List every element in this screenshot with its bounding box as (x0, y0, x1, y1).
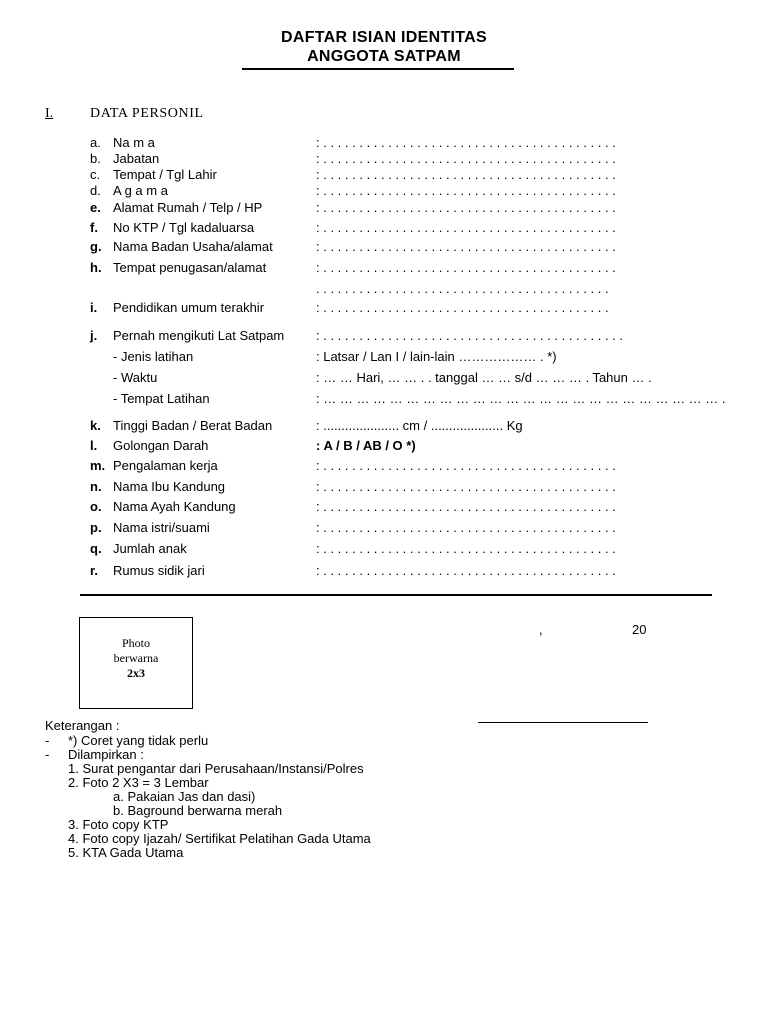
field-letter: p. (90, 520, 102, 535)
field-value[interactable]: : . . . . . . . . . . . . . . . . . . . . . . . . . . . . . . . . . . . . . . . . . (316, 200, 616, 215)
field-label: Pendidikan umum terakhir (113, 300, 265, 315)
field-letter: b. (90, 151, 101, 166)
section-divider (80, 594, 712, 596)
field-value[interactable]: : A / B / AB / O *) (316, 438, 416, 453)
attachment-item: 3. Foto copy KTP (68, 817, 169, 832)
field-value[interactable]: : . . . . . . . . . . . . . . . . . . . . . . . . . . . . . . . . . . . . . . . . . (316, 563, 616, 578)
attachment-item: 1. Surat pengantar dari Perusahaan/Instansi/Polres (68, 761, 364, 776)
form-title-line2: ANGGOTA SATPAM (307, 48, 461, 65)
field-value[interactable]: : . . . . . . . . . . . . . . . . . . . . . . . . . . . . . . . . . . . . . . . . . . (316, 328, 624, 343)
photo-label-line1: Photo (121, 636, 150, 650)
field-value[interactable]: . . . . . . . . . . . . . . . . . . . . . . . . . . . . . . . . . . . . . . . . . (316, 281, 609, 296)
field-label: No KTP / Tgl kadaluarsa (113, 220, 255, 235)
field-label: - Tempat Latihan (113, 391, 210, 406)
field-letter: q. (90, 541, 102, 556)
field-label: A g a m a (113, 183, 168, 198)
field-label: Tempat / Tgl Lahir (113, 167, 217, 182)
field-letter: h. (90, 260, 102, 275)
form-title-line1: DAFTAR ISIAN IDENTITAS (281, 29, 487, 46)
attachment-item: 2. Foto 2 X3 = 3 Lembar (68, 775, 209, 790)
field-letter: o. (90, 499, 102, 514)
title-underline (242, 68, 514, 70)
notes-dash: - (45, 733, 50, 748)
field-label: Jumlah anak (113, 541, 187, 556)
field-letter: d. (90, 183, 101, 198)
field-letter: l. (90, 438, 98, 453)
field-value[interactable]: : . . . . . . . . . . . . . . . . . . . . . . . . . . . . . . . . . . . . . . . . . (316, 239, 616, 254)
notes-heading: Keterangan : (45, 718, 120, 733)
field-value[interactable]: : . . . . . . . . . . . . . . . . . . . . . . . . . . . . . . . . . . . . . . . . . (316, 458, 616, 473)
field-value[interactable]: : . . . . . . . . . . . . . . . . . . . . . . . . . . . . . . . . . . . . . . . . . (316, 183, 616, 198)
field-value[interactable]: : … … … … … … … … … … … … … … … … … … … … … … … … . (316, 391, 726, 406)
field-label: Nama Ayah Kandung (113, 499, 236, 514)
field-letter: a. (90, 135, 101, 150)
field-label: Tempat penugasan/alamat (113, 260, 267, 275)
field-label: Nama Badan Usaha/alamat (113, 239, 273, 254)
field-value[interactable]: : … … Hari, … … . . tanggal … … s/d … … … . Tahun … . (316, 370, 652, 385)
field-letter: m. (90, 458, 106, 473)
field-value[interactable]: : . . . . . . . . . . . . . . . . . . . . . . . . . . . . . . . . . . . . . . . . . (316, 520, 616, 535)
attachment-item: 4. Foto copy Ijazah/ Sertifikat Pelatihan Gada Utama (68, 831, 371, 846)
notes-item: *) Coret yang tidak perlu (68, 733, 209, 748)
notes-dash: - (45, 747, 50, 762)
field-value[interactable]: : . . . . . . . . . . . . . . . . . . . . . . . . . . . . . . . . . . . . . . . . . (316, 479, 616, 494)
field-letter: k. (90, 418, 101, 433)
field-letter: r. (90, 563, 98, 578)
field-value[interactable]: : ..................... cm / .................... Kg (316, 418, 523, 433)
field-letter: j. (90, 328, 98, 343)
field-value[interactable]: : . . . . . . . . . . . . . . . . . . . . . . . . . . . . . . . . . . . . . . . . . (316, 135, 616, 150)
section-title: DATA PERSONIL (90, 106, 204, 121)
field-label: Pengalaman kerja (113, 458, 218, 473)
photo-size-label: 2x3 (127, 666, 145, 680)
field-value[interactable]: : . . . . . . . . . . . . . . . . . . . . . . . . . . . . . . . . . . . . . . . . . (316, 260, 616, 275)
field-label: Jabatan (113, 151, 160, 166)
field-label: - Jenis latihan (113, 349, 194, 364)
notes-item: Dilampirkan : (68, 747, 144, 762)
field-label: Rumus sidik jari (113, 563, 205, 578)
field-value[interactable]: : . . . . . . . . . . . . . . . . . . . . . . . . . . . . . . . . . . . . . . . . (316, 300, 609, 315)
signature-line (478, 722, 648, 723)
field-value[interactable]: : Latsar / Lan I / lain-lain ……………… . *) (316, 349, 557, 364)
field-label: - Waktu (113, 370, 158, 385)
photo-box (79, 617, 193, 709)
field-value[interactable]: : . . . . . . . . . . . . . . . . . . . . . . . . . . . . . . . . . . . . . . . . . (316, 541, 616, 556)
field-letter: g. (90, 239, 102, 254)
field-label: Tinggi Badan / Berat Badan (113, 418, 273, 433)
photo-label-line2: berwarna (113, 651, 159, 665)
field-value[interactable]: : . . . . . . . . . . . . . . . . . . . . . . . . . . . . . . . . . . . . . . . . . (316, 151, 616, 166)
field-letter: c. (90, 167, 101, 182)
field-value[interactable]: : . . . . . . . . . . . . . . . . . . . . . . . . . . . . . . . . . . . . . . . . . (316, 220, 616, 235)
field-label: Golongan Darah (113, 438, 209, 453)
section-number: I. (45, 106, 54, 121)
date-place-comma: , (539, 622, 543, 637)
attachment-item: 5. KTA Gada Utama (68, 845, 184, 860)
field-label: Nama istri/suami (113, 520, 210, 535)
field-label: Alamat Rumah / Telp / HP (113, 200, 263, 215)
field-label: Na m a (113, 135, 155, 150)
field-label: Nama Ibu Kandung (113, 479, 226, 494)
field-value[interactable]: : . . . . . . . . . . . . . . . . . . . . . . . . . . . . . . . . . . . . . . . . . (316, 499, 616, 514)
field-letter: n. (90, 479, 102, 494)
date-year: 20 (632, 622, 647, 637)
field-letter: f. (90, 220, 98, 235)
attachment-subitem: b. Baground berwarna merah (113, 803, 283, 818)
field-letter: i. (90, 300, 98, 315)
attachment-subitem: a. Pakaian Jas dan dasi) (113, 789, 256, 804)
field-letter: e. (90, 200, 101, 215)
field-value[interactable]: : . . . . . . . . . . . . . . . . . . . . . . . . . . . . . . . . . . . . . . . . . (316, 167, 616, 182)
field-label: Pernah mengikuti Lat Satpam (113, 328, 285, 343)
